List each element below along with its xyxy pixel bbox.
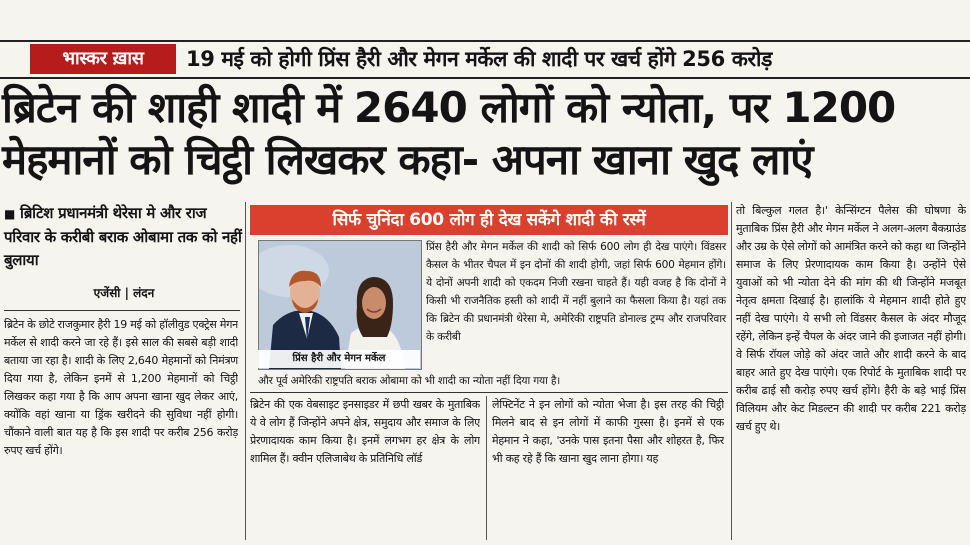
- bullet-icon: ■: [4, 207, 16, 221]
- inset-text: प्रिंस हैरी और मेगन मर्केल की शादी को सिर्फ 600 लोग ही देख पाएंगे। विंडसर कैसल के भीतर चैपल में इन दोनों की शादी होगी, जहां सिर्फ 600 मेहमान होंगे। ये दोनों अपनी शादी को एकदम निजी रखना चाहते हैं। यही वजह है कि दोनों ने किसी भी राजनैतिक हस्ती को शादी में नहीं बुलाने का फैसला किया है। यहां तक कि ब्रिटेन की प्रधानमंत्री थेरेसा मे, अमेरिकी राष्ट्रपति डोनाल्ड ट्रम्प और राजपरिवार के करीबी: [426, 241, 726, 343]
- kicker-rule: [0, 77, 970, 79]
- deck-text: [4, 202, 244, 272]
- column-rule-3: [731, 202, 732, 540]
- column-rule-1: [245, 202, 246, 540]
- kicker-row: [0, 0, 970, 78]
- deck-rule: [4, 310, 240, 311]
- inset-last-line: और पूर्व अमेरिकी राष्ट्रपति बराक ओबामा को भी शादी का न्योता नहीं दिया गया है।: [258, 375, 561, 387]
- body-column-4: तो बिल्कुल गलत है।' केन्सिंग्टन पैलेस की घोषणा के मुताबिक प्रिंस हैरी और मेगन मर्केल ने अलग-अलग बैकग्राउंड और उम्र के ऐसे लोगों को आमंत्रित करने को कहा था जिन्होंने समाज के लिए प्रेरणादायक काम किया है। उन्होंने ऐसे युवाओं को भी न्योता देने की मांग की थी जिन्होंने मजबूत नेतृत्व क्षमता दिखाई है। हालांकि ये मेहमान शादी होते हुए नहीं देख पाएंगे। ये सभी लो विंडसर कैसल के अंदर मौजूद रहेंगे, लेकिन इन्हें चैपल के अंदर जाने की इजाजत नहीं होगी। वे सिर्फ रॉयल जोड़े को अंदर जाते और शादी करने के बाद बाहर आते हुए देख पाएंगे। एक रिपोर्ट के मुताबिक शादी पर करीब ढाई सौ करोड़ रुपए खर्च होंगे। हैरी के बड़े भाई प्रिंस विलियम और केट मिडल्टन की शादी पर करीब 221 करोड़ खर्च हुए थे।: [736, 204, 966, 433]
- deck-text-body: ब्रिटिश प्रधानमंत्री थेरेसा मे और राज परिवार के करीबी बराक ओबामा तक को नहीं बुलाया: [4, 204, 242, 269]
- byline: एजेंसी | लंदन: [93, 286, 155, 300]
- kicker-text: 19 मई को होगी प्रिंस हैरी और मेगन मर्केल की शादी पर खर्च होंगे 256 करोड़: [186, 47, 772, 71]
- body-column-1: ब्रिटेन के छोटे राजकुमार हैरी 19 मई को हॉलीवुड एक्ट्रेस मेगन मर्केल से शादी करने जा रहे हैं। इसे साल की सबसे बड़ी शादी बताया जा रहा है। शादी के लिए 2,640 मेहमानों को निमंत्रण दिया गया है, लेकिन इनमें से 1,200 मेहमानों को चिट्ठी लिखकर कहा गया है कि आप अपना खाना खुद लेकर आएं, क्योंकि वहां खाना या ड्रिंक खरीदने की सुविधा नहीं होगी। चौंकाने वाली बात यह है कि इस शादी पर करीब 256 करोड़ रुपए खर्च होंगे।: [4, 318, 238, 457]
- headline-line-1: ब्रिटेन की शाही शादी में 2640 लोगों को न्योता, पर 1200: [2, 83, 896, 132]
- headline-line-2: मेहमानों को चिट्ठी लिखकर कहा- अपना खाना खुद लाएं: [2, 135, 813, 184]
- deck: [4, 202, 244, 312]
- photo-caption: प्रिंस हैरी और मेगन मर्केल: [258, 350, 420, 368]
- headline: [2, 82, 970, 186]
- subhead-banner: सिर्फ चुनिंदा 600 लोग ही देख सकेंगे शादी की रस्में: [250, 205, 728, 235]
- body-column-3: लेफ्टिनेंट ने इन लोगों को न्योता भेजा है। इस तरह की चिट्ठी मिलने बाद से इन लोगों में काफी गुस्सा है। इनमें से एक मेहमान ने कहा, 'उनके पास इतना पैसा और शोहरत है, फिर भी कह रहे हैं कि खाना खुद लाना होगा। यह: [492, 398, 724, 465]
- brand-badge: भास्कर ख़ास: [30, 44, 176, 74]
- inset-rule: [250, 392, 728, 393]
- body-column-2: ब्रिटेन की एक वेबसाइट इनसाइडर में छपी खबर के मुताबिक ये वे लोग हैं जिन्होंने अपने क्षेत्र, समुदाय और समाज के लिए प्रेरणादायक काम किया है। इनमें लगभग हर क्षेत्र के लोग शामिल हैं। क्वीन एलिजाबेथ के प्रतिनिधि लॉर्ड: [250, 398, 480, 465]
- column-rule-2: [486, 396, 487, 540]
